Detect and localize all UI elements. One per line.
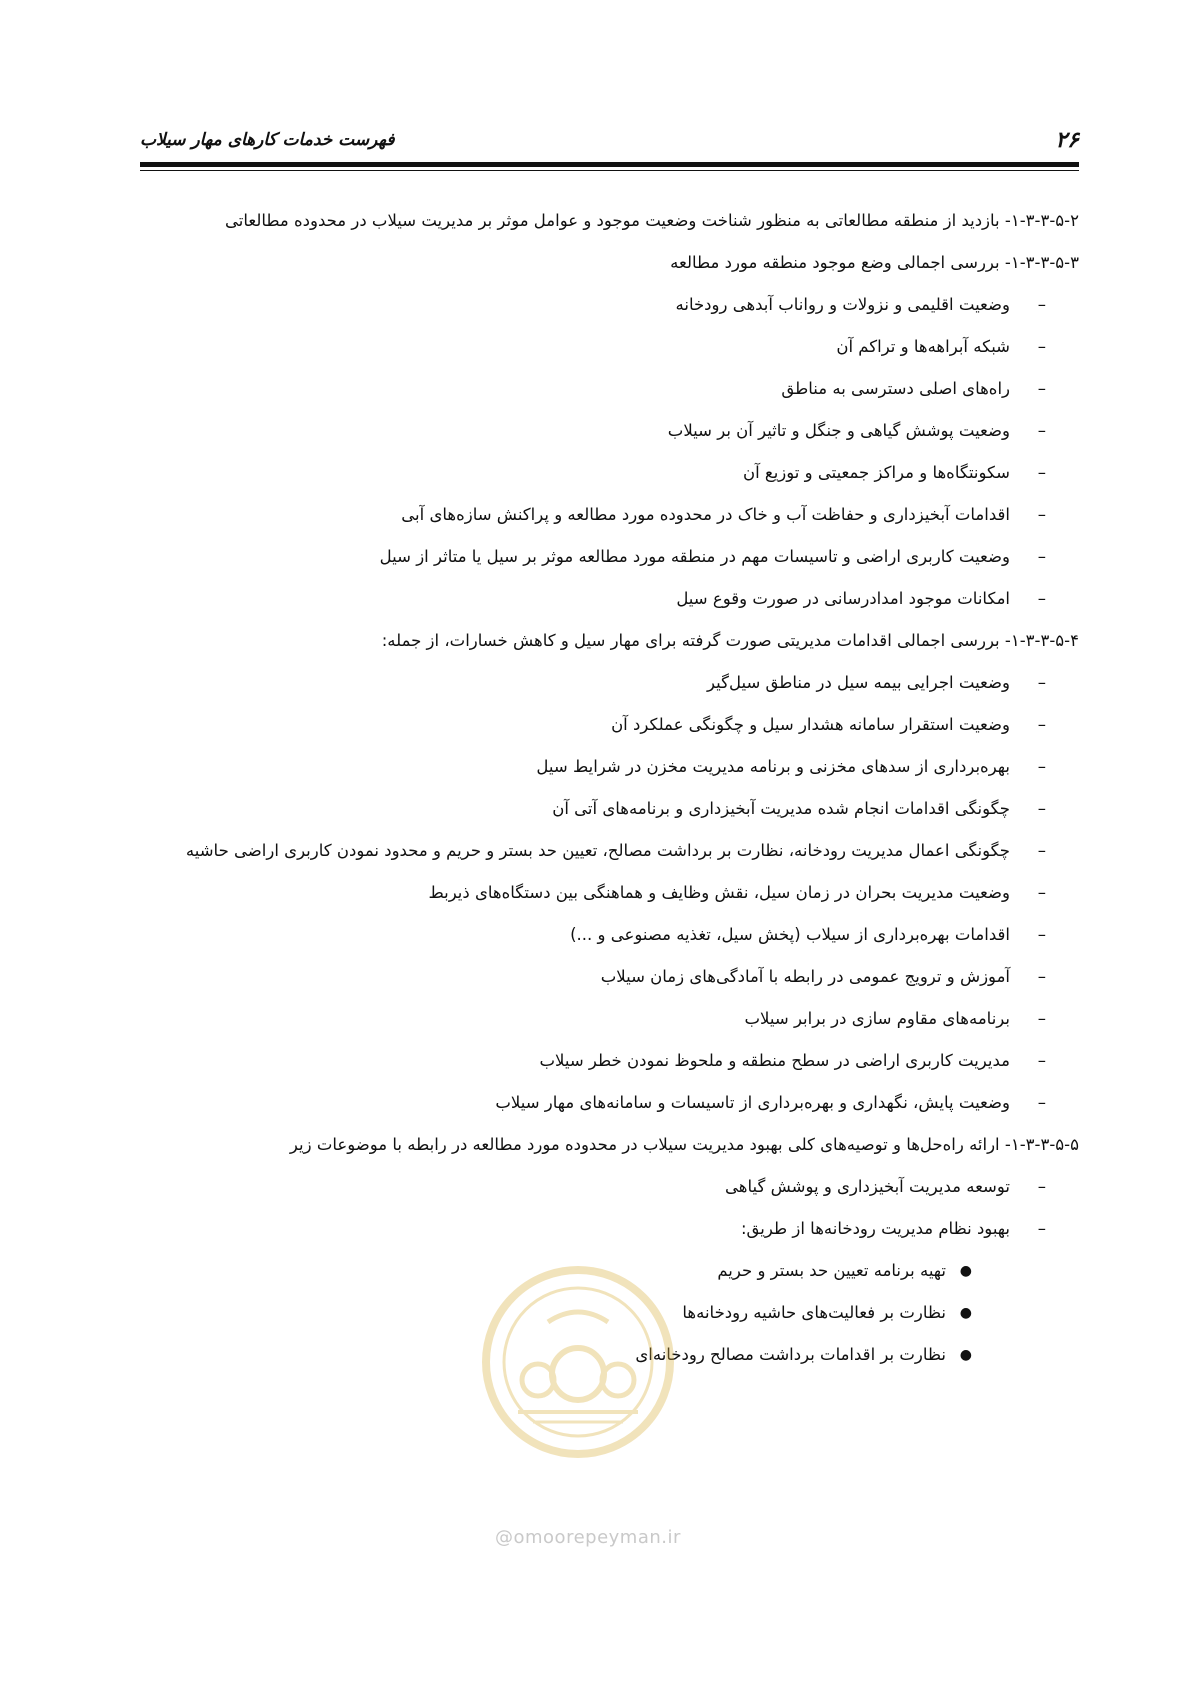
dash-marker: – (1037, 967, 1046, 986)
list-item-text: سکونتگاه‌ها و مراکز جمعیتی و توزیع آن (742, 463, 1010, 482)
list-item-text: وضعیت مدیریت بحران در زمان سیل، نقش وظایف و هماهنگی بین دستگاه‌های ذیربط (428, 883, 1010, 902)
dash-marker: – (1037, 799, 1046, 818)
section-heading (140, 620, 1079, 662)
dash-marker: – (1037, 715, 1046, 734)
section-number: ۱-۳-۳-۵-۴- (1004, 631, 1079, 650)
section-heading (140, 1124, 1079, 1166)
bullet-marker: ● (959, 1305, 972, 1321)
bullet-marker: ● (959, 1347, 972, 1363)
list-item (140, 956, 1046, 998)
dash-marker: – (1037, 589, 1046, 608)
dash-marker: – (1037, 1009, 1046, 1028)
dash-marker: – (1037, 883, 1046, 902)
list-item-text: وضعیت کاربری اراضی و تاسیسات مهم در منطقه مورد مطالعه موثر بر سیل یا متاثر از سیل (379, 547, 1010, 566)
list-item (140, 578, 1046, 620)
list-item (140, 284, 1046, 326)
bullet-list (140, 1250, 1010, 1376)
list-item (140, 326, 1046, 368)
list-item (140, 746, 1046, 788)
dash-marker: – (1037, 841, 1046, 860)
dash-marker: – (1037, 295, 1046, 314)
list-item-text: اقدامات بهره‌برداری از سیلاب (پخش سیل، تغذیه مصنوعی و ...) (570, 925, 1010, 944)
dash-list (140, 662, 1079, 1124)
bullet-item-text: نظارت بر فعالیت‌های حاشیه رودخانه‌ها (682, 1303, 946, 1322)
dash-marker: – (1037, 1219, 1046, 1238)
dash-marker: – (1037, 1051, 1046, 1070)
section-title: بررسی اجمالی اقدامات مدیریتی صورت گرفته برای مهار سیل و کاهش خسارات، از جمله: (381, 631, 1000, 650)
list-item-text: مدیریت کاربری اراضی در سطح منطقه و ملحوظ نمودن خطر سیلاب (539, 1051, 1010, 1070)
section-heading (140, 242, 1079, 284)
section-number: ۱-۳-۳-۵-۳- (1004, 253, 1079, 272)
list-item-text: بهبود نظام مدیریت رودخانه‌ها از طریق: (740, 1219, 1010, 1238)
document-body (140, 200, 1079, 1376)
header-title: فهرست خدمات کارهای مهار سیلاب (140, 130, 395, 150)
list-item-text: برنامه‌های مقاوم سازی در برابر سیلاب (744, 1009, 1010, 1028)
page-header (140, 118, 1079, 154)
list-item-text: وضعیت پوشش گیاهی و جنگل و تاثیر آن بر سیلاب (667, 421, 1010, 440)
list-item-text: چگونگی اعمال مدیریت رودخانه، نظارت بر برداشت مصالح، تعیین حد بستر و حریم و محدود نمودن کاربری اراضی حاشیه (185, 841, 1010, 860)
list-item-text: شبکه آبراهه‌ها و تراکم آن (836, 337, 1010, 356)
list-item-text: وضعیت پایش، نگهداری و بهره‌برداری از تاسیسات و سامانه‌های مهار سیلاب (495, 1093, 1010, 1112)
list-item (140, 536, 1046, 578)
dash-marker: – (1037, 757, 1046, 776)
dash-marker: – (1037, 925, 1046, 944)
section-number: ۱-۳-۳-۵-۵- (1004, 1135, 1079, 1154)
list-item (140, 1040, 1046, 1082)
section-title: بازدید از منطقه مطالعاتی به منظور شناخت وضعیت موجود و عوامل موثر بر مدیریت سیلاب در محدوده مطالعاتی (224, 211, 1000, 230)
section-heading (140, 200, 1079, 242)
list-item (140, 494, 1046, 536)
list-item (140, 830, 1046, 872)
list-item (140, 788, 1046, 830)
dash-marker: – (1037, 337, 1046, 356)
list-item (140, 1166, 1046, 1208)
bullet-item-text: نظارت بر اقدامات برداشت مصالح رودخانه‌ای (635, 1345, 946, 1364)
list-item-text: اقدامات آبخیزداری و حفاظت آب و خاک در محدوده مورد مطالعه و پراکنش سازه‌های آبی (401, 505, 1010, 524)
dash-marker: – (1037, 421, 1046, 440)
list-item (140, 452, 1046, 494)
dash-marker: – (1037, 1177, 1046, 1196)
section-number: ۱-۳-۳-۵-۲- (1004, 211, 1079, 230)
header-rule-thick (140, 162, 1079, 167)
list-item-text: وضعیت استقرار سامانه هشدار سیل و چگونگی عملکرد آن (611, 715, 1010, 734)
list-item (140, 410, 1046, 452)
section-title: ارائه راه‌حل‌ها و توصیه‌های کلی بهبود مدیریت سیلاب در محدوده مورد مطالعه در رابطه با موضوعات زیر (289, 1135, 1000, 1154)
dash-marker: – (1037, 463, 1046, 482)
list-item-text: وضعیت اقلیمی و نزولات و رواناب آبدهی رودخانه (675, 295, 1010, 314)
dash-marker: – (1037, 547, 1046, 566)
list-item (140, 998, 1046, 1040)
list-item-text: توسعه مدیریت آبخیزداری و پوشش گیاهی (725, 1177, 1010, 1196)
list-item-text: وضعیت اجرایی بیمه سیل در مناطق سیل‌گیر (707, 673, 1010, 692)
page-number: ۲۶ (1055, 128, 1079, 153)
list-item (140, 704, 1046, 746)
list-item-text: امکانات موجود امدادرسانی در صورت وقوع سیل (676, 589, 1010, 608)
dash-list (140, 284, 1079, 620)
bullet-item (140, 1250, 974, 1292)
bullet-item (140, 1292, 974, 1334)
list-item (140, 1082, 1046, 1124)
list-item-text: بهره‌برداری از سدهای مخزنی و برنامه مدیریت مخزن در شرایط سیل (536, 757, 1010, 776)
bullet-item-text: تهیه برنامه تعیین حد بستر و حریم (717, 1261, 946, 1280)
dash-marker: – (1037, 379, 1046, 398)
bullet-item (140, 1334, 974, 1376)
list-item (140, 1208, 1046, 1376)
watermark-text: @omoorepeyman.ir (495, 1527, 681, 1548)
dash-marker: – (1037, 505, 1046, 524)
list-item-text: چگونگی اقدامات انجام شده مدیریت آبخیزداری و برنامه‌های آتی آن (552, 799, 1010, 818)
bullet-marker: ● (959, 1263, 972, 1279)
list-item-text: آموزش و ترویج عمومی در رابطه با آمادگی‌های زمان سیلاب (600, 967, 1010, 986)
dash-marker: – (1037, 1093, 1046, 1112)
list-item (140, 914, 1046, 956)
dash-list (140, 1166, 1079, 1376)
list-item (140, 662, 1046, 704)
dash-marker: – (1037, 673, 1046, 692)
header-rule-thin (140, 170, 1079, 171)
list-item (140, 368, 1046, 410)
list-item (140, 872, 1046, 914)
list-item-text: راه‌های اصلی دسترسی به مناطق (781, 379, 1010, 398)
section-title: بررسی اجمالی وضع موجود منطقه مورد مطالعه (670, 253, 1000, 272)
